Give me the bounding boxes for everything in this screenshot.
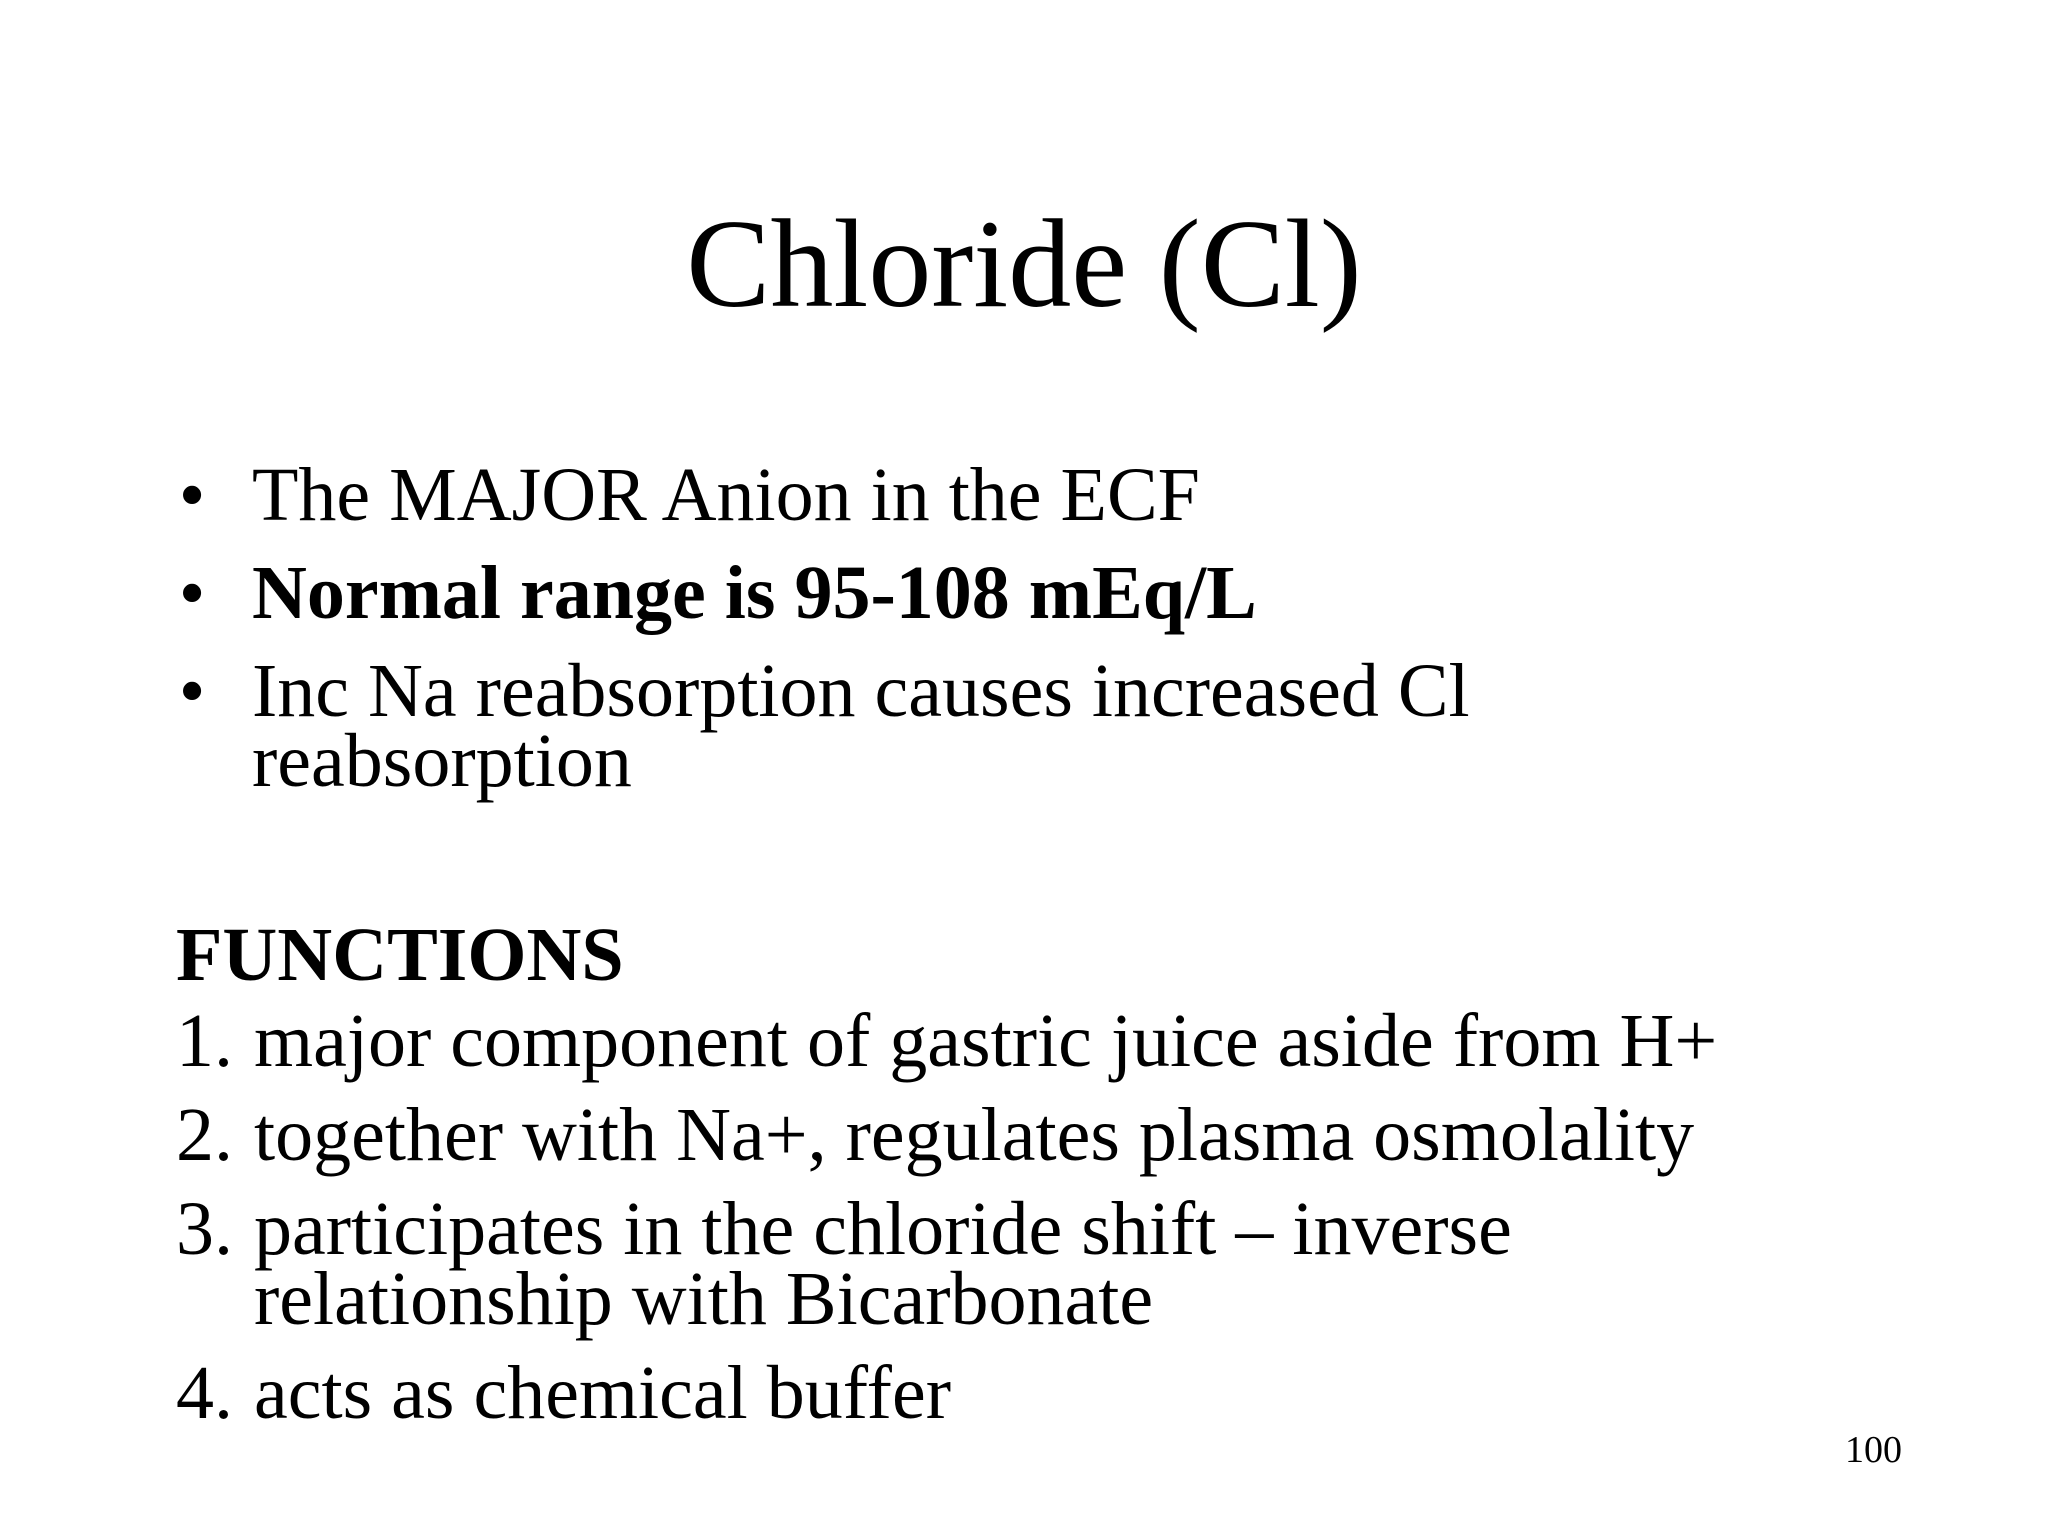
function-number: 4. <box>176 1351 233 1435</box>
bullet-list <box>172 453 1872 824</box>
function-item <box>176 999 1876 1083</box>
slide-title: Chloride (Cl) <box>686 195 1362 334</box>
function-number: 1. <box>176 999 233 1083</box>
function-text: participates in the chloride shift – inverse relationship with Bicarbonate <box>254 1187 1512 1341</box>
bullet-text: Inc Na reabsorption causes increased Cl reabsorption <box>252 649 1470 803</box>
functions-heading: FUNCTIONS <box>176 913 624 997</box>
bullet-item <box>172 453 1872 537</box>
function-item <box>176 1187 1876 1341</box>
page-number: 100 <box>1845 1429 1902 1471</box>
bullet-item <box>172 551 1872 635</box>
function-text: acts as chemical buffer <box>254 1351 952 1435</box>
function-text: together with Na+, regulates plasma osmolality <box>254 1093 1695 1177</box>
bullet-icon: • <box>178 649 206 733</box>
functions-list <box>176 999 1876 1452</box>
function-number: 3. <box>176 1187 233 1271</box>
function-text: major component of gastric juice aside from H+ <box>254 999 1718 1083</box>
function-item <box>176 1351 1876 1435</box>
function-item <box>176 1093 1876 1177</box>
function-number: 2. <box>176 1093 233 1177</box>
bullet-item <box>172 649 1872 803</box>
bullet-icon: • <box>178 551 206 635</box>
bullet-text: The MAJOR Anion in the ECF <box>252 453 1200 537</box>
bullet-text-normal-range: Normal range is 95-108 mEq/L <box>252 551 1257 635</box>
bullet-icon: • <box>178 453 206 537</box>
